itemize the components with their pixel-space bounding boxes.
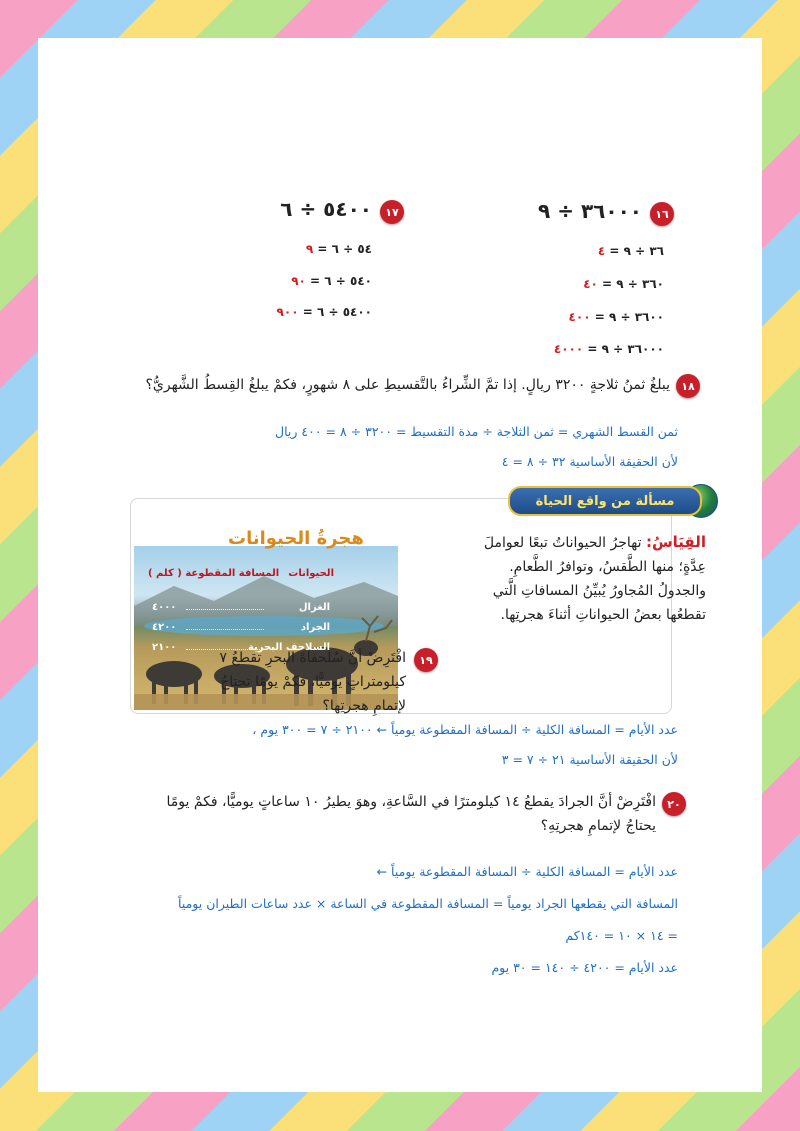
problem-18-badge: ١٨ [676, 374, 700, 398]
intro-label: القِيَاسُ: [645, 533, 706, 551]
problem-16-step-2 [583, 277, 664, 291]
step-answer: ٩ [305, 242, 314, 256]
problem-19-answer-1: عدد الأيام = المسافة الكلية ÷ المسافة المقطوعة يومياً ← ٢١٠٠ ÷ ٧ = ٣٠٠ يوم ، [252, 722, 678, 737]
problem-18-answer-2: لأن الحقيقة الأساسية ٣٢ ÷ ٨ = ٤ [501, 454, 678, 469]
step-expression: ٥٤٠ ÷ ٦ = [310, 274, 372, 288]
migration-graphic-title: هجرةُ الحيوانات [228, 528, 364, 549]
problem-20-answer-3: = ١٤ × ١٠ = ١٤٠كم [565, 928, 678, 943]
step-expression: ٣٦٠٠ ÷ ٩ = [594, 310, 664, 324]
problem-17-badge: ١٧ [380, 200, 404, 224]
step-expression: ٥٤ ÷ ٦ = [317, 242, 372, 256]
step-expression: ٥٤٠٠ ÷ ٦ = [302, 305, 372, 319]
page-sheet [38, 38, 762, 1092]
problem-17-step-3 [277, 305, 372, 319]
problem-16-step-1 [598, 244, 664, 258]
step-expression: ٣٦ ÷ ٩ = [609, 244, 664, 258]
real-life-banner: مسألة من واقع الحياة [508, 486, 702, 516]
animal-distance: ٢١٠٠ [152, 642, 177, 653]
problem-18-answer-1: ثمن القسط الشهري = ثمن الثلاجة ÷ مدة التقسيط = ٣٢٠٠ ÷ ٨ = ٤٠٠ ريال [275, 424, 678, 439]
step-answer: ٤٠٠ [568, 310, 591, 324]
problem-20-question: افْتَرِضْ أنَّ الجرادَ يقطعُ ١٤ كيلومترًا في السَّاعةِ، وهوَ يطيرُ ١٠ ساعاتٍ يوميًّا، فكمْ يومًا يحتاجُ لإتمامِ هجرتِهِ؟ [166, 794, 656, 834]
animal-name: الغزال [298, 602, 330, 613]
step-expression: ٣٦٠٠٠ ÷ ٩ = [587, 342, 664, 356]
problem-16-expression: ٣٦٠٠٠ ÷ ٩ [538, 199, 642, 223]
problem-20-answer-4: عدد الأيام = ٤٢٠٠ ÷ ١٤٠ = ٣٠ يوم [491, 960, 678, 975]
problem-20-answer-2: المسافة التي يقطعها الجراد يومياً = المسافة المقطوعة في الساعة × عدد ساعات الطيران يومياً [178, 896, 678, 911]
intro-text: تهاجرُ الحيواناتُ تبعًا لعواملَ عِدَّةٍ؛ منها الطَّقسُ، وتوافرُ الطَّعامِ. والجدولُ المُجاورُ يُبيِّنُ المسافاتِ الَّتي تقطعُها بعضُ الحيواناتِ أثناءَ هجرتِها. [483, 535, 706, 623]
problem-20-answer-1: عدد الأيام = المسافة الكلية ÷ المسافة المقطوعة يومياً ← [376, 864, 678, 879]
problem-16-step-3 [569, 310, 664, 324]
step-answer: ٩٠٠ [276, 305, 299, 319]
real-life-intro [466, 530, 706, 627]
col-distance-header: المسافة المقطوعة ( كلم ) [148, 568, 280, 579]
problem-19-question: افْتَرِضْ أنَّ سُلحفاةَ البحرِ تقطعُ ٧ كيلومتراتٍ يوميًّا، فكمْ يومًا تحتاجُ لإتمامِ هجرتِها؟ [219, 650, 406, 714]
problem-16-step-4 [554, 342, 664, 356]
row-leader [186, 609, 264, 610]
step-answer: ٤٠٠٠ [553, 342, 584, 356]
row-leader [186, 629, 264, 630]
col-animals-header: الحيوانات [288, 568, 334, 579]
animal-name: السلاحف البحرية [247, 642, 330, 653]
step-answer: ٤٠ [583, 277, 598, 291]
problem-20-badge: ٢٠ [662, 792, 686, 816]
step-expression: ٣٦٠ ÷ ٩ = [602, 277, 664, 291]
problem-19-badge: ١٩ [414, 648, 438, 672]
animal-distance: ٤٢٠٠ [152, 622, 177, 633]
problem-16-badge: ١٦ [650, 202, 674, 226]
problem-17-step-2 [291, 274, 372, 288]
problem-17-expression: ٥٤٠٠ ÷ ٦ [280, 197, 372, 221]
step-answer: ٩٠ [291, 274, 306, 288]
animal-distance: ٤٠٠٠ [152, 602, 177, 613]
problem-18-question: يبلغُ ثمنُ ثلاجةٍ ٣٢٠٠ ريالٍ. إذا تمَّ الشِّراءُ بالتَّقسيطِ على ٨ شهورٍ، فكمْ يبلغُ القِسطُ الشَّهريُّ؟ [145, 377, 670, 393]
step-answer: ٤ [597, 244, 606, 258]
animal-name: الجراد [300, 622, 330, 633]
problem-19-answer-2: لأن الحقيقة الأساسية ٢١ ÷ ٧ = ٣ [501, 752, 678, 767]
problem-17-step-1 [306, 242, 372, 256]
